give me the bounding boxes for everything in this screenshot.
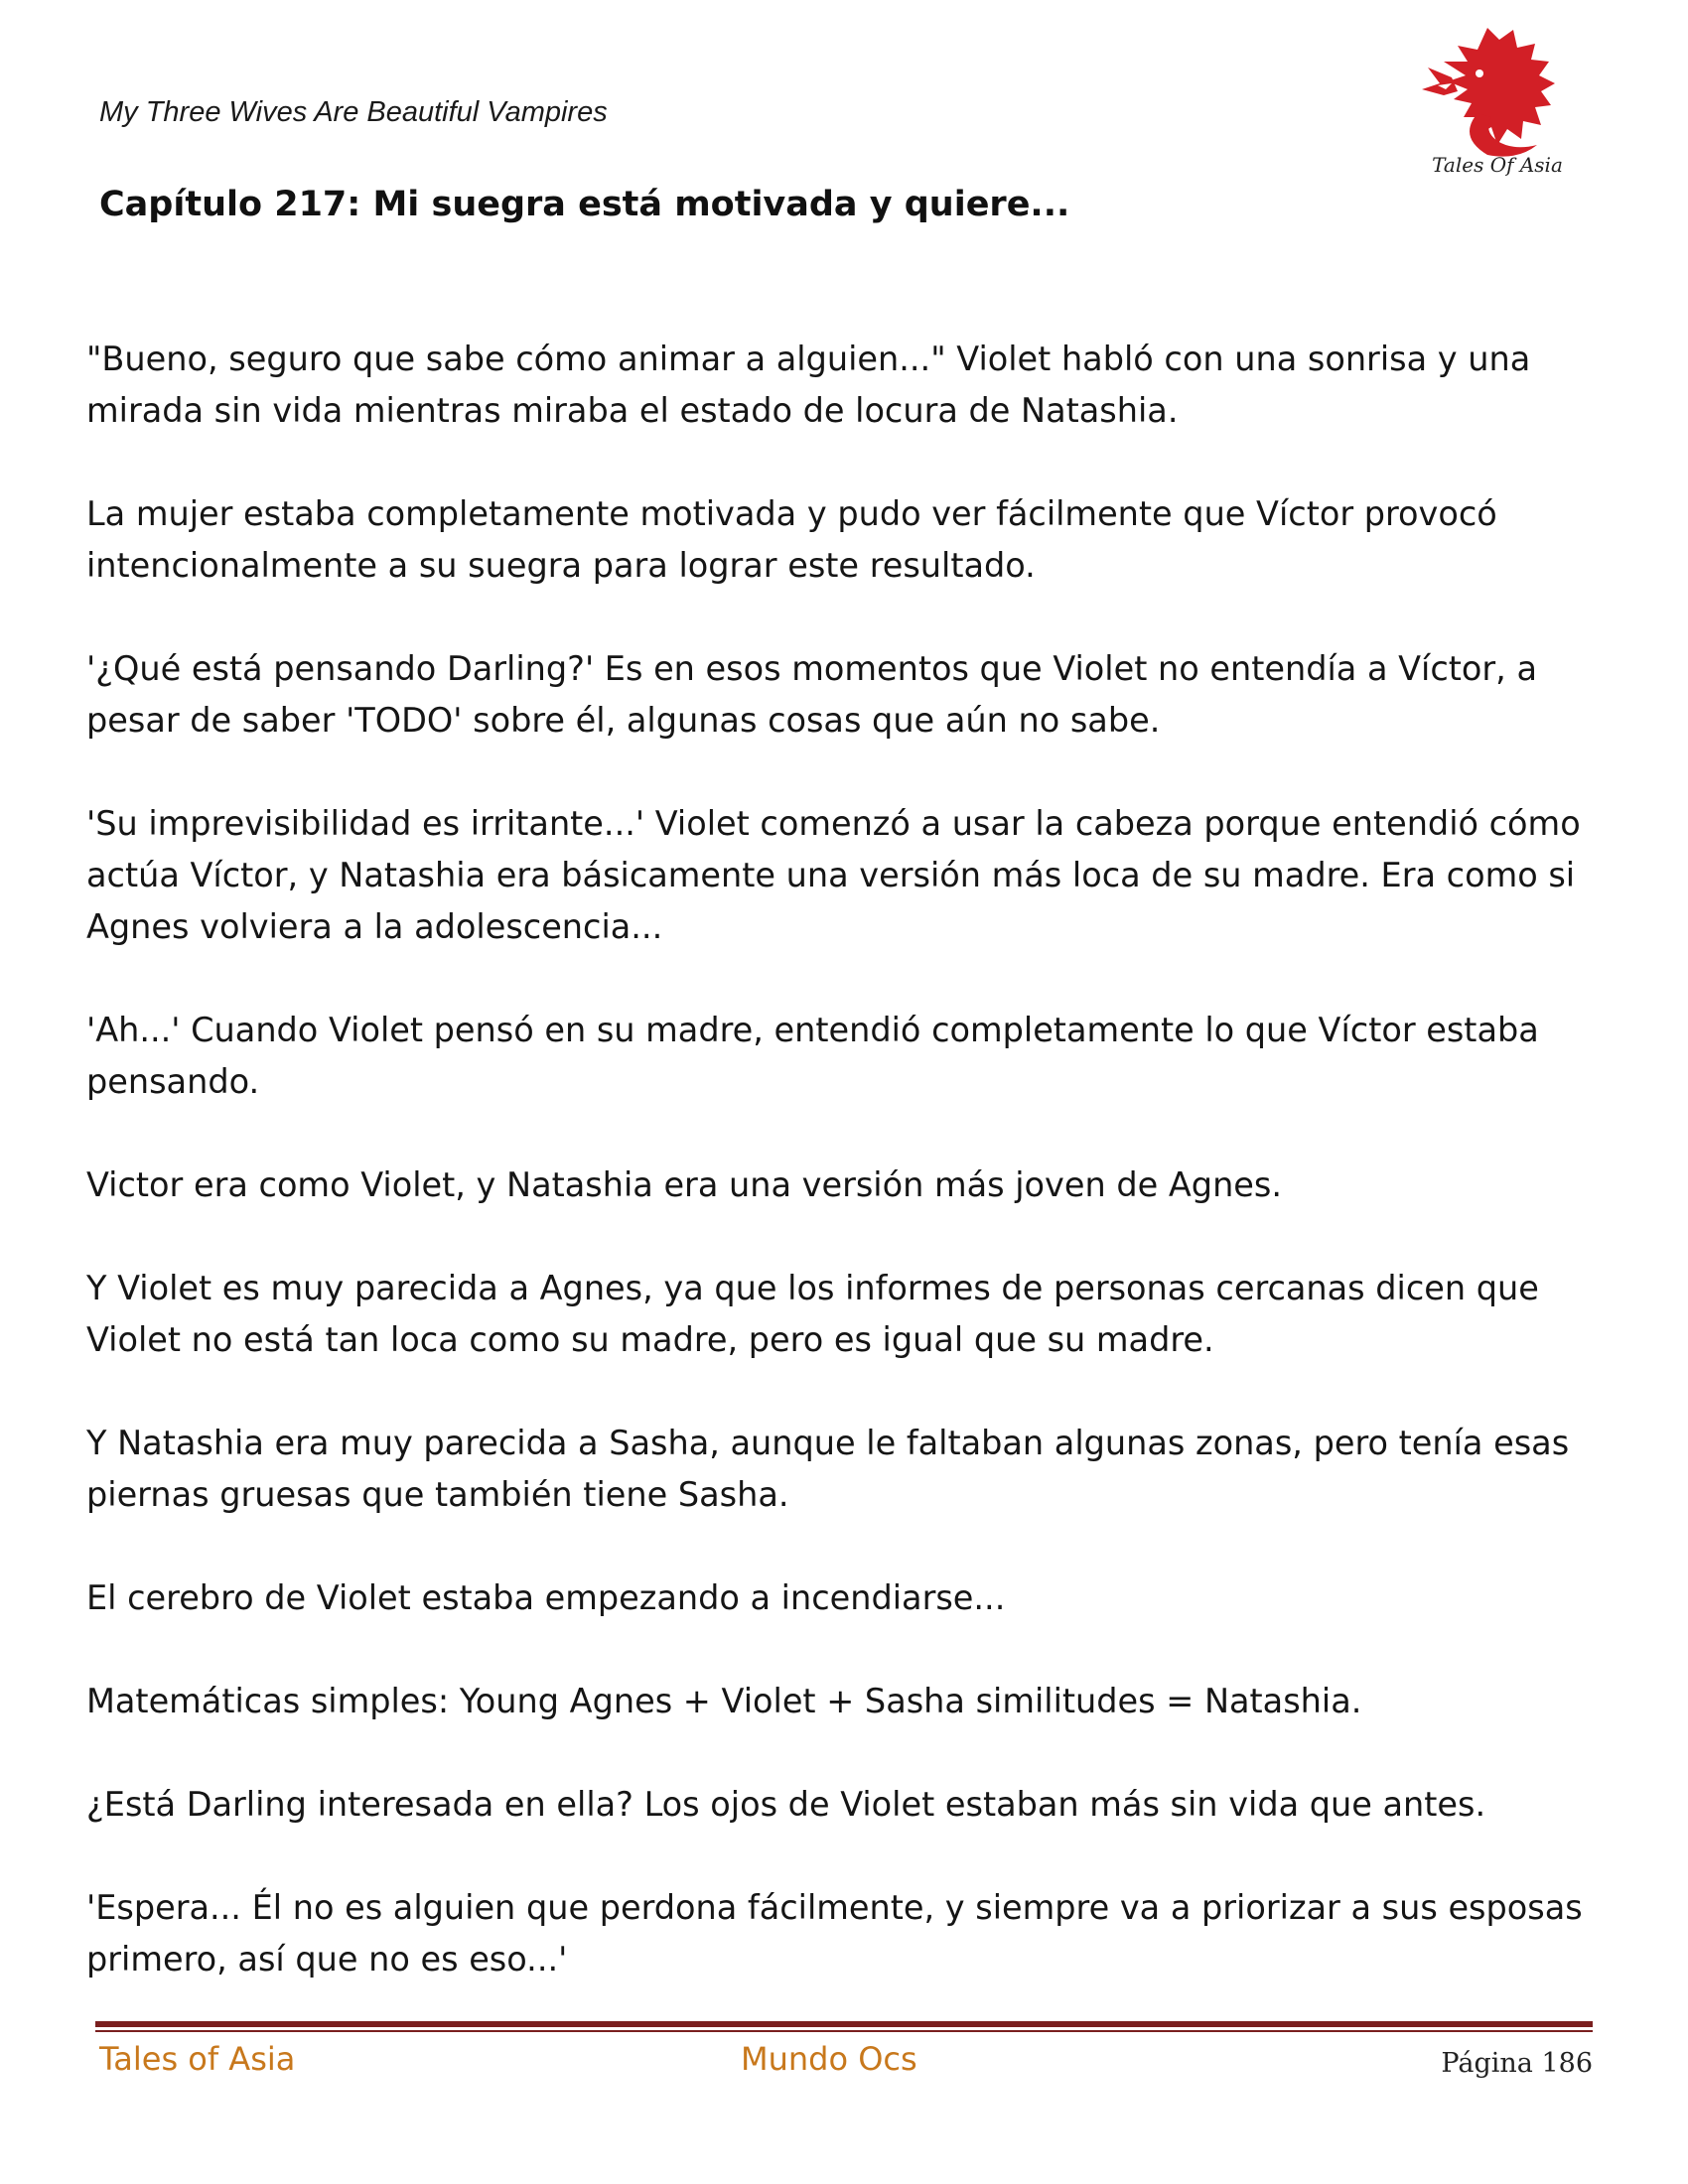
tales-of-asia-logo	[1418, 18, 1577, 182]
paragraph: Y Violet es muy parecida a Agnes, ya que los informes de personas cercanas dicen que Violet no está tan loca como su madre, pero es igual que su madre.	[86, 1269, 1539, 1359]
chapter-title: Capítulo 217: Mi suegra está motivada y quiere...	[99, 185, 1070, 224]
footer-translator: Mundo Ocs	[741, 2040, 917, 2078]
paragraph: La mujer estaba completamente motivada y pudo ver fácilmente que Víctor provocó intencionalmente a su suegra para lograr este resultado.	[86, 494, 1497, 585]
paragraph: Victor era como Violet, y Natashia era una versión más joven de Agnes.	[86, 1165, 1283, 1204]
paragraph: ¿Está Darling interesada en ella? Los ojos de Violet estaban más sin vida que antes.	[86, 1785, 1486, 1824]
red-dragon-icon	[1418, 18, 1577, 162]
footer-divider	[95, 2021, 1593, 2033]
book-title: My Three Wives Are Beautiful Vampires	[99, 96, 608, 128]
paragraph: Y Natashia era muy parecida a Sasha, aunque le faltaban algunas zonas, pero tenía esas piernas gruesas que también tiene Sasha.	[86, 1424, 1570, 1514]
paragraph: Matemáticas simples: Young Agnes + Violet + Sasha similitudes = Natashia.	[86, 1682, 1362, 1720]
paragraph: 'Su imprevisibilidad es irritante...' Violet comenzó a usar la cabeza porque entendió cómo actúa Víctor, y Natashia era básicamente una versión más loca de su madre. Era como si Agnes volviera a la adolescencia...	[86, 804, 1581, 946]
chapter-body	[86, 334, 1616, 2037]
paragraph: 'Espera... Él no es alguien que perdona fácilmente, y siempre va a priorizar a sus esposas primero, así que no es eso...'	[86, 1888, 1583, 1979]
page-number: Página 186	[1441, 2048, 1593, 2079]
paragraph: "Bueno, seguro que sabe cómo animar a alguien..." Violet habló con una sonrisa y una mirada sin vida mientras miraba el estado de locura de Natashia.	[86, 340, 1531, 430]
footer-site-name: Tales of Asia	[99, 2040, 296, 2078]
paragraph: 'Ah...' Cuando Violet pensó en su madre, entendió completamente lo que Víctor estaba pensando.	[86, 1011, 1539, 1101]
logo-caption: Tales Of Asia	[1432, 153, 1563, 177]
paragraph: El cerebro de Violet estaba empezando a incendiarse...	[86, 1578, 1006, 1617]
paragraph: '¿Qué está pensando Darling?' Es en esos momentos que Violet no entendía a Víctor, a pesar de saber 'TODO' sobre él, algunas cosas que aún no sabe.	[86, 649, 1537, 740]
